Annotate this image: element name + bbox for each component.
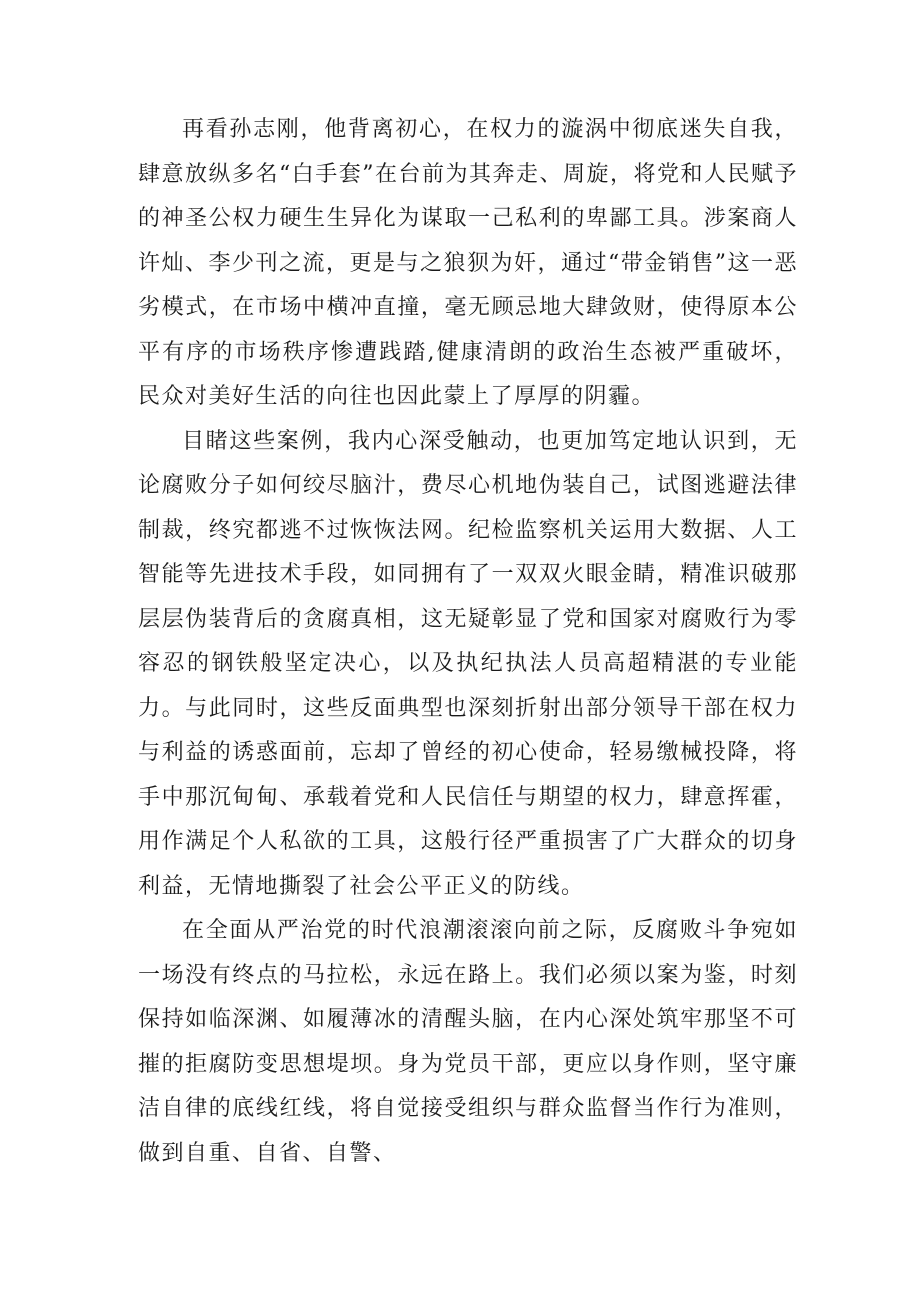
paragraph-1: 再看孙志刚，他背离初心，在权力的漩涡中彻底迷失自我，肆意放纵多名“白手套”在台前为其奔走、周旋，将党和人民赋予的神圣公权力硬生生异化为谋取一己私利的卑鄙工具。涉案商人许灿、李少刊之流，更是与之狼狈为奸，通过“带金销售”这一恶劣模式，在市场中横冲直撞，毫无顾忌地大肆敛财，使得原本公平有序的市场秩序惨遭践踏,健康清朗的政治生态被严重破坏，民众对美好生活的向往也因此蒙上了厚厚的阴霾。 <box>138 117 798 409</box>
paragraph-2: 目睹这些案例，我内心深受触动，也更加笃定地认识到，无论腐败分子如何绞尽脑汁，费尽心机地伪装自己，试图逃避法律制裁，终究都逃不过恢恢法网。纪检监察机关运用大数据、人工智能等先进技术手段，如同拥有了一双双火眼金睛，精准识破那层层伪装背后的贪腐真相，这无疑彰显了党和国家对腐败行为零容忍的钢铁般坚定决心，以及执纪执法人员高超精湛的专业能力。与此同时，这些反面典型也深刻折射出部分领导干部在权力与利益的诱惑面前，忘却了曾经的初心使命，轻易缴械投降，将手中那沉甸甸、承载着党和人民信任与期望的权力，肆意挥霍，用作满足个人私欲的工具，这般行径严重损害了广大群众的切身利益，无情地撕裂了社会公平正义的防线。 <box>138 428 798 899</box>
paragraph-3: 在全面从严治党的时代浪潮滚滚向前之际，反腐败斗争宛如一场没有终点的马拉松，永远在路上。我们必须以案为鉴，时刻保持如临深渊、如履薄冰的清醒头脑，在内心深处筑牢那坚不可摧的拒腐防变思想堤坝。身为党员干部，更应以身作则，坚守廉洁自律的底线红线，将自觉接受组织与群众监督当作行为准则，做到自重、自省、自警、 <box>138 918 798 1166</box>
document-body <box>138 108 798 1176</box>
